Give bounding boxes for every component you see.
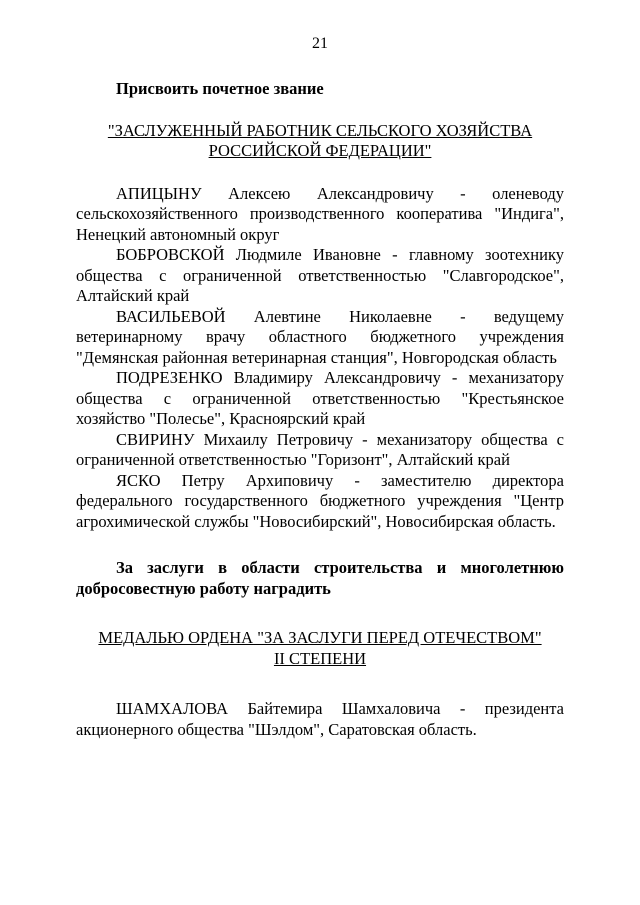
award-entry: ШАМХАЛОВА Байтемира Шамхаловича - президента акционерного общества "Шэлдом", Саратовская область. bbox=[76, 699, 564, 739]
section2-entries bbox=[76, 699, 564, 740]
page-number: 21 bbox=[312, 35, 328, 52]
award-entry: ВАСИЛЬЕВОЙ Алевтине Николаевне - ведущему ветеринарному врачу областного бюджетного учреждения "Демянская районная ветеринарная станция", Новгородская область bbox=[76, 306, 564, 367]
award-entry: БОБРОВСКОЙ Людмиле Ивановне - главному зоотехнику общества с ограниченной ответственностью "Славгородское", Алтайский край bbox=[76, 245, 564, 305]
section1-title-line1: "ЗАСЛУЖЕННЫЙ РАБОТНИК СЕЛЬСКОГО ХОЗЯЙСТВА bbox=[107, 120, 533, 140]
section2-title bbox=[76, 628, 564, 669]
award-entry: ПОДРЕЗЕНКО Владимиру Александровичу - механизатору общества с ограниченной ответственностью "Крестьянское хозяйство "Полесье", Красноярский край bbox=[76, 368, 564, 428]
award-entry: ЯСКО Петру Архиповичу - заместителю директора федерального государственного бюджетного учреждения "Центр агрохимической службы "Новосибирский", Новосибирская область. bbox=[76, 470, 564, 531]
section2-title-line1: МЕДАЛЬЮ ОРДЕНА "ЗА ЗАСЛУГИ ПЕРЕД ОТЕЧЕСТВОМ" bbox=[98, 628, 542, 647]
award-entry: СВИРИНУ Михаилу Петровичу - механизатору общества с ограниченной ответственностью "Горизонт", Алтайский край bbox=[76, 429, 564, 469]
document-body bbox=[76, 79, 564, 740]
section1-entries bbox=[76, 184, 564, 533]
section2-intro: За заслуги в области строительства и многолетнюю добросовестную работу наградить bbox=[76, 558, 564, 598]
section2-title-line2: II СТЕПЕНИ bbox=[273, 648, 367, 668]
award-entry: АПИЦЫНУ Алексею Александровичу - оленеводу сельскохозяйственного производственного кооператива "Индига", Ненецкий автономный округ bbox=[76, 183, 564, 244]
section1-intro: Присвоить почетное звание bbox=[116, 79, 324, 98]
section1-title bbox=[76, 121, 564, 162]
section1-title-line2: РОССИЙСКОЙ ФЕДЕРАЦИИ" bbox=[208, 141, 432, 160]
